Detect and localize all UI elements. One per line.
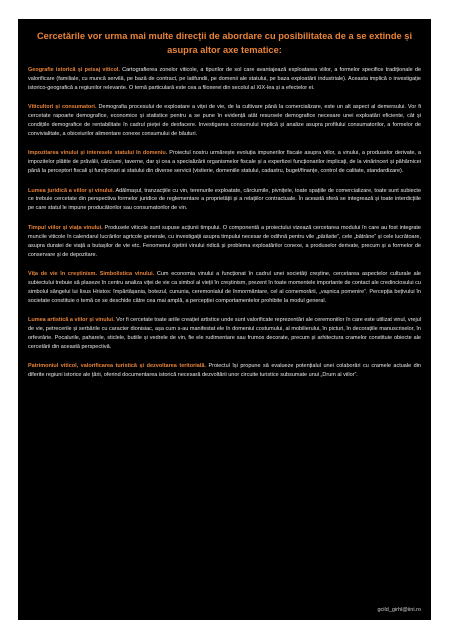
section-heading: Lumea juridică a viilor și vinului.	[28, 187, 115, 194]
section-legal-world	[28, 187, 421, 214]
section-body: Produsele viticole sunt supuse acțiunii timpului. O componentă a proiectului vizează cercetarea modului în care au fost integrate muncile viticole în calendarul lucrărilor agricole generale, cu investigații asupra timpului necesar de odihnă pentru vile „părăsite”, cele „bătrâne” și cele lucrătoare, asupra duratei de viață a butașilor de vie etc. Fenomenul oțetirii vinului ridică și problema exploatărilor conexe, a produselor derivate, precum și a formelor de conservare și de depozitare.	[28, 224, 421, 258]
section-artistic-world	[28, 316, 421, 352]
section-body: Demografia procesului de exploatare a viței de vie, de la cultivare până la comercializare, este un alt aspect al demersului. Vor fi cercetate rapoarte demografice, economice și statistice pentru a se pune în evidență atât resursele demografice necesare unei exploatări eficiente, cât și condițiile demografice de rentabilitate în cadrul pieței de desfacere. Investigarea consumului implică și analize asupra profilului consumatorilor, a formelor de convivialitate, a obiceiurilor alimentare conexe consumului de băuturi.	[28, 104, 421, 137]
section-body: Proiectul nostru urmărește evoluția impunerilor fiscale asupra viilor, a vinului, a produselor derivate, a impozitelor plătite de prăvălii, cârciumi, taverne, dar și cea a specializării organismelor fiscale și a expertizei funcționarilor implicați, de la vinărinceri și păhărnicei până la perceptori fiscali și funcționari ai statului din diverse servicii (vistierie, domeniile statului, cadastru, buget/finanțe, control de calitate, standardizare).	[28, 150, 421, 175]
page-title: Cercetările vor urma mai multe direcții de abordare cu posibilitatea de a se extinde și asupra altor axe tematice:	[36, 31, 413, 55]
section-body: Cartografierea zonelor viticole, a tipurilor de sol care avantajează exploatarea viilor, a formelor specifice tradiționale de valorificare (familiale, cu muncă servilă, pe bază de contract, pe latifundii, pe domenii ale statului, pe baza exploatării industriale). Aceasta implică o investigație istorico-geografică a regiunilor relevante. O temă particulară este cea a filoxerei din secolul al XIX-lea și a efectelor ei.	[28, 67, 421, 91]
author-credit: gcild_girhl@iini.ro	[377, 607, 421, 613]
section-body: Cum economia vinului a funcționat în cadrul unei societăți creștine, cercetarea aspectelor culturale ale subiectului trebuie să plaseze în centru analiza viței de vie ca simbol al vieții în creștinism, prezent în toate momentele importante de contact ale credinciosului cu simbolul sângelui lui Iisus Hristos: împărtășania, botezul, cununia, ceremonialul de înmormântare, cel al comemorării, „vașnica pomenire”. Percepția bețivului în societate constituie o temă ce se deschide către cea mai amplă, a percepției comportamentelor prohibite la modul general.	[28, 270, 421, 304]
section-wine-taxation	[28, 149, 421, 176]
section-time-of-vines	[28, 224, 421, 260]
section-heading: Impozitarea vinului și interesele statului în domeniu.	[28, 150, 168, 157]
section-historical-geography	[28, 66, 421, 93]
section-heading: Patrimoniul viticol, valorificarea turistică și dezvoltarea teritorială.	[28, 363, 206, 370]
document-page	[18, 19, 431, 620]
section-viticultural-heritage	[28, 362, 421, 380]
section-body: Adălmașul, tranzacțiile cu vin, terenurile exploatate, cârciumile, pivnițele, toate spațiile de comercializare, toate sunt subiecte ce trebuie cercetate din perspectiva formelor juridice de reglementare a proprietății și a relațiilor contractuale. În această sferă se integrează și toate interdicțiile pe care statul le impune producătorilor sau consumatorilor de vin.	[28, 187, 421, 212]
section-winegrowers-consumers	[28, 103, 421, 139]
section-heading: Lumea artistică a viilor și vinului.	[28, 317, 115, 324]
section-vine-in-christianity	[28, 270, 421, 306]
section-heading: Viticultori și consumatori.	[28, 104, 97, 111]
section-body: Proiectul își propune să evalueze potențialul unei colaborări cu cramele actuale din diferite regiuni istorice ale țării, oferind documentarea istorică necesară dezvoltării unor circuite turistice subsumate unui „Drum al viilor”.	[28, 363, 421, 379]
section-heading: Geografie istorică și peisaj viticol.	[28, 67, 120, 73]
section-body: Vor fi cercetate toate ariile creației artistice unde sunt valorificate reprezentări ale ceremoniilor în care este utilizat vinul, vrejul de vie, petrecerile și serbările cu caracter dionisiac, așa cum s-au manifestat ele în domeniul costumului, al mobilierului, în picturi, în decorațiile manuscriselor, în orfevrărie. Pocalurile, paharele, sticlele, butiile și vedrele de vin, fie ele rudimentare sau frumos decorate, precum și arhitectura cramelor constituie obiecte ale cercetării din această perspectivă.	[28, 317, 421, 350]
section-heading: Vița de vie în creștinism. Simbolistica vinului.	[28, 270, 155, 277]
section-heading: Timpul viilor și viața vinului.	[28, 224, 103, 231]
